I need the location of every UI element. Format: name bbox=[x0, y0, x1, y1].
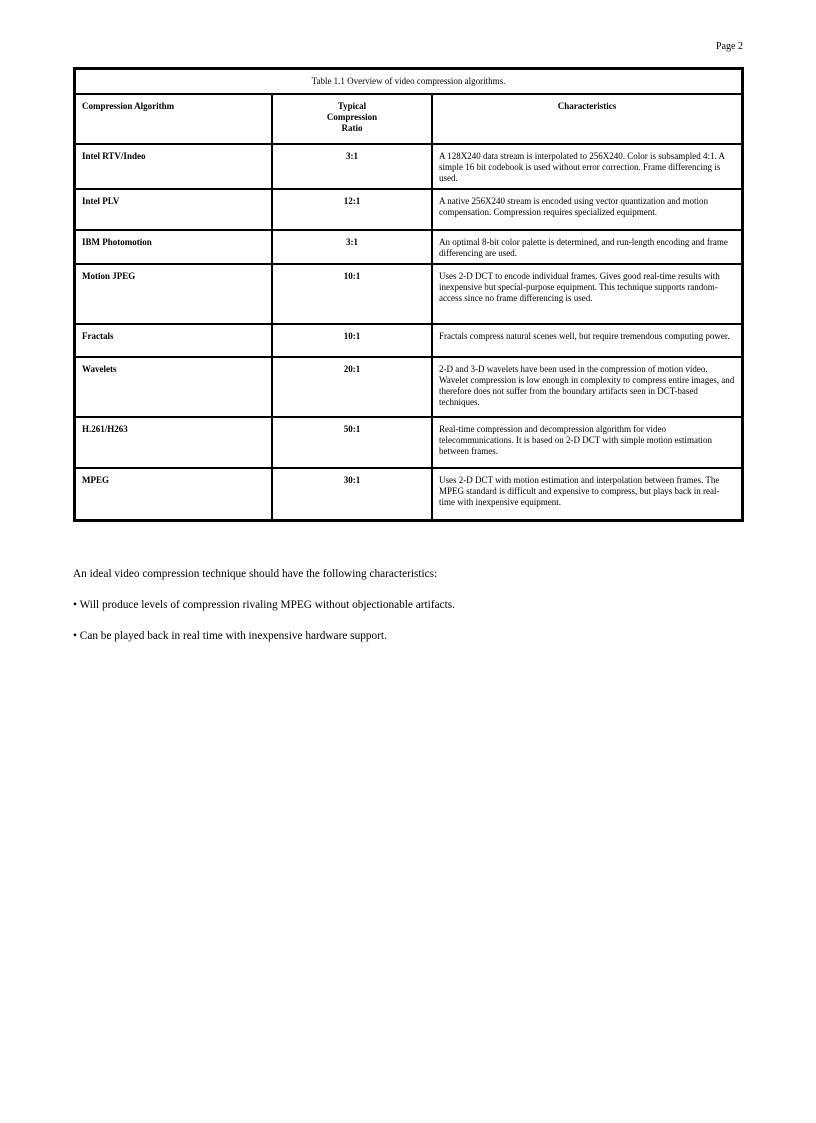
algorithm-cell: Motion JPEG bbox=[76, 264, 272, 324]
ratio-cell: 3:1 bbox=[272, 230, 432, 264]
page-number: Page 2 bbox=[716, 41, 743, 52]
table-row bbox=[76, 264, 741, 324]
ratio-cell: 50:1 bbox=[272, 417, 432, 468]
table-row bbox=[76, 324, 741, 357]
ratio-cell: 10:1 bbox=[272, 264, 432, 324]
algorithm-cell: Intel RTV/Indeo bbox=[76, 144, 272, 189]
bullet-item-1: • Will produce levels of compression rivaling MPEG without objectionable artifacts. bbox=[73, 599, 455, 611]
ratio-cell: 20:1 bbox=[272, 357, 432, 417]
algorithm-cell: Wavelets bbox=[76, 357, 272, 417]
characteristics-cell: 2-D and 3-D wavelets have been used in the compression of motion video. Wavelet compression is low enough in complexity to compress entire images, and therefore does not suffer from the boundary artifacts seen in DCT-based techniques. bbox=[432, 357, 741, 417]
ratio-cell: 30:1 bbox=[272, 468, 432, 519]
characteristics-cell: Uses 2-D DCT to encode individual frames. Gives good real-time results with inexpensive but special-purpose equipment. This technique supports random-access since no frame differencing is used. bbox=[432, 264, 741, 324]
characteristics-cell: Real-time compression and decompression algorithm for video telecommunications. It is based on 2-D DCT with simple motion estimation between frames. bbox=[432, 417, 741, 468]
algorithm-cell: Intel PLV bbox=[76, 189, 272, 230]
characteristics-cell: Uses 2-D DCT with motion estimation and interpolation between frames. The MPEG standard is difficult and expensive to compress, but plays back in real-time with inexpensive equipment. bbox=[432, 468, 741, 519]
table-header-row bbox=[76, 94, 741, 144]
table-row bbox=[76, 144, 741, 189]
table-row bbox=[76, 189, 741, 230]
characteristics-cell: Fractals compress natural scenes well, but require tremendous computing power. bbox=[432, 324, 741, 357]
header-algorithm: Compression Algorithm bbox=[76, 94, 272, 144]
overview-table bbox=[76, 70, 741, 519]
table-caption-row bbox=[76, 70, 741, 94]
characteristics-cell: A 128X240 data stream is interpolated to 256X240. Color is subsampled 4:1. A simple 16 bit codebook is used without error correction. Frame differencing is used. bbox=[432, 144, 741, 189]
compression-table bbox=[73, 67, 744, 522]
header-ratio: Typical Compression Ratio bbox=[272, 94, 432, 144]
algorithm-cell: MPEG bbox=[76, 468, 272, 519]
table-row bbox=[76, 230, 741, 264]
table-row bbox=[76, 468, 741, 519]
table-row bbox=[76, 357, 741, 417]
algorithm-cell: IBM Photomotion bbox=[76, 230, 272, 264]
intro-paragraph: An ideal video compression technique should have the following characteristics: bbox=[73, 568, 438, 580]
algorithm-cell: Fractals bbox=[76, 324, 272, 357]
table-body bbox=[76, 144, 741, 519]
ratio-cell: 3:1 bbox=[272, 144, 432, 189]
characteristics-cell: A native 256X240 stream is encoded using vector quantization and motion compensation. Compression requires specialized equipment. bbox=[432, 189, 741, 230]
table-caption: Table 1.1 Overview of video compression algorithms. bbox=[76, 70, 741, 94]
algorithm-cell: H.261/H263 bbox=[76, 417, 272, 468]
characteristics-cell: An optimal 8-bit color palette is determined, and run-length encoding and frame differencing are used. bbox=[432, 230, 741, 264]
header-characteristics: Characteristics bbox=[432, 94, 741, 144]
table-row bbox=[76, 417, 741, 468]
bullet-item-2: • Can be played back in real time with inexpensive hardware support. bbox=[73, 630, 387, 642]
ratio-cell: 10:1 bbox=[272, 324, 432, 357]
ratio-cell: 12:1 bbox=[272, 189, 432, 230]
